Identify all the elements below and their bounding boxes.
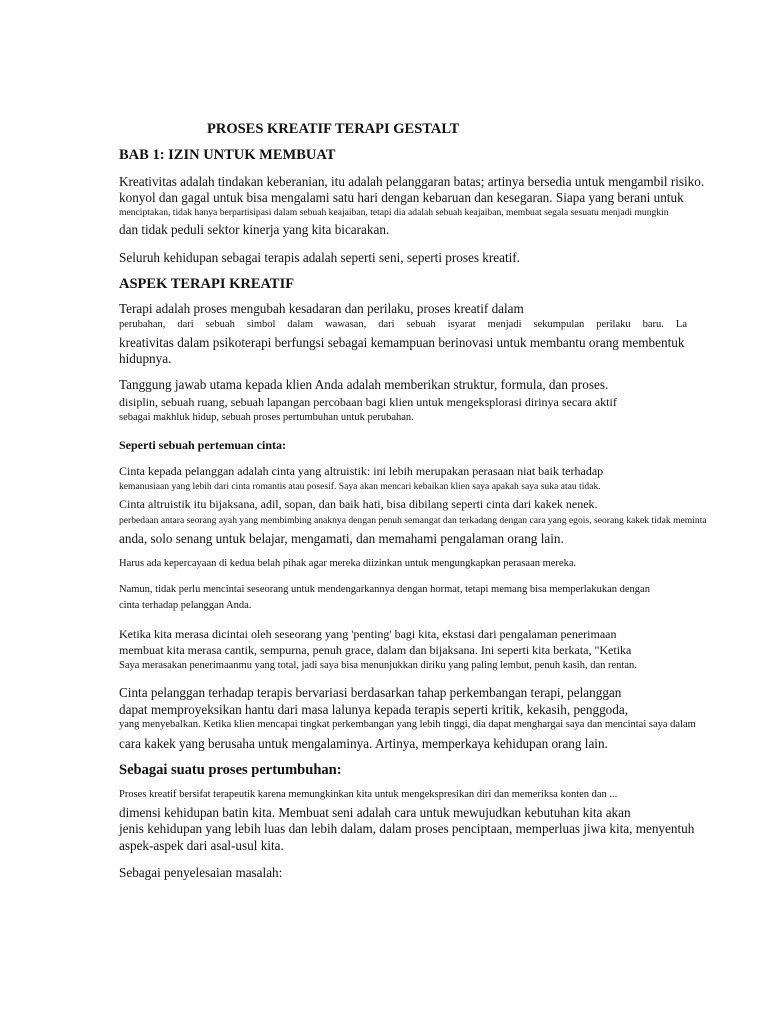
paragraph-line: Kreativitas adalah tindakan keberanian, itu adalah pelanggaran batas; artinya bersedia untuk mengambil risiko.	[119, 174, 705, 189]
paragraph-line: Namun, tidak perlu mencintai seseorang untuk mendengarkannya dengan hormat, tetapi memang bisa memperlakukan dengan	[119, 584, 650, 595]
paragraph-line: yang menyebalkan. Ketika klien mencapai tingkat perkembangan yang lebih tinggi, dia dapat menghargai saya dan mencintai saya dalam	[119, 719, 696, 730]
subsection-heading: Sebagai penyelesaian masalah:	[119, 865, 283, 880]
paragraph-line: Proses kreatif bersifat terapeutik karena memungkinkan kita untuk mengekspresikan diri dan memeriksa konten dan ...	[119, 789, 618, 800]
paragraph-line: konyol dan gagal untuk bisa mengalami satu hari dengan kebaruan dan kesegaran. Siapa yang berani untuk	[119, 190, 684, 205]
paragraph-line: Cinta pelanggan terhadap terapis bervariasi berdasarkan tahap perkembangan terapi, pelanggan	[119, 685, 622, 700]
paragraph-line: Harus ada kepercayaan di kedua belah pihak agar mereka diizinkan untuk mengungkapkan perasaan mereka.	[119, 558, 577, 569]
paragraph-line: disiplin, sebuah ruang, sebuah lapangan percobaan bagi klien untuk mengeksplorasi dirinya secara aktif	[119, 395, 617, 409]
paragraph-line: membuat kita merasa cantik, sempurna, penuh grace, dalam dan bijaksana. Ini seperti kita berkata, "Ketika	[119, 643, 632, 657]
paragraph-line: jenis kehidupan yang lebih luas dan lebih dalam, dalam proses penciptaan, memperluas jiwa kita, menyentuh	[119, 821, 695, 836]
chapter-heading: BAB 1: IZIN UNTUK MEMBUAT	[119, 147, 336, 163]
document-title: PROSES KREATIF TERAPI GESTALT	[207, 121, 460, 137]
paragraph-line: Terapi adalah proses mengubah kesadaran dan perilaku, proses kreatif dalam	[119, 301, 524, 316]
subsection-heading: Seperti sebuah pertemuan cinta:	[119, 438, 286, 452]
paragraph-line: dan tidak peduli sektor kinerja yang kita bicarakan.	[119, 222, 390, 237]
paragraph-line: anda, solo senang untuk belajar, mengamati, dan memahami pengalaman orang lain.	[119, 531, 564, 546]
paragraph-line: kreativitas dalam psikoterapi berfungsi sebagai kemampuan berinovasi untuk membantu orang membentuk	[119, 335, 685, 350]
paragraph-line: perbedaan antara seorang ayah yang membimbing anaknya dengan penuh semangat dan terkadang dengan cara yang egois, seorang kakek tidak meminta	[119, 515, 707, 526]
paragraph-line: kemanusiaan yang lebih dari cinta romantis atau posesif. Saya akan mencari kebaikan klien saya apakah saya suka atau tidak.	[119, 481, 601, 492]
paragraph-line: menciptakan, tidak hanya berpartisipasi dalam sebuah keajaiban, tetapi dia adalah sebuah keajaiban, membuat segala sesuatu menjadi mungkin	[119, 207, 669, 218]
paragraph-line: dimensi kehidupan batin kita. Membuat seni adalah cara untuk mewujudkan kebutuhan kita akan	[119, 805, 631, 820]
paragraph-line: Seluruh kehidupan sebagai terapis adalah seperti seni, seperti proses kreatif.	[119, 250, 520, 265]
paragraph-line: perubahan, dari sebuah simbol dalam wawasan, dari sebuah isyarat menjadi sekumpulan perilaku baru. La	[119, 319, 687, 330]
paragraph-line: cara kakek yang berusaha untuk mengalaminya. Artinya, memperkaya kehidupan orang lain.	[119, 736, 608, 751]
subsection-heading: Sebagai suatu proses pertumbuhan:	[119, 762, 342, 778]
paragraph-line: Ketika kita merasa dicintai oleh seseorang yang 'penting' bagi kita, ekstasi dari pengalaman penerimaan	[119, 627, 617, 641]
paragraph-line: Tanggung jawab utama kepada klien Anda adalah memberikan struktur, formula, dan proses.	[119, 377, 609, 392]
paragraph-line: Saya merasakan penerimaanmu yang total, jadi saya bisa menunjukkan diriku yang paling lembut, penuh kasih, dan rentan.	[119, 660, 637, 671]
paragraph-line: aspek-aspek dari asal-usul kita.	[119, 838, 284, 853]
paragraph-line: Cinta kepada pelanggan adalah cinta yang altruistik: ini lebih merupakan perasaan niat baik terhadap	[119, 464, 604, 478]
section-heading: ASPEK TERAPI KREATIF	[119, 276, 295, 292]
paragraph-line: cinta terhadap pelanggan Anda.	[119, 600, 252, 611]
paragraph-line: dapat memproyeksikan hantu dari masa lalunya kepada terapis seperti kritik, kekasih, penggoda,	[119, 702, 629, 717]
paragraph-line: hidupnya.	[119, 351, 172, 366]
paragraph-line: Cinta altruistik itu bijaksana, adil, sopan, dan baik hati, bisa dibilang seperti cinta dari kakek nenek.	[119, 497, 598, 511]
paragraph-line: sebagai makhluk hidup, sebuah proses pertumbuhan untuk perubahan.	[119, 412, 414, 423]
